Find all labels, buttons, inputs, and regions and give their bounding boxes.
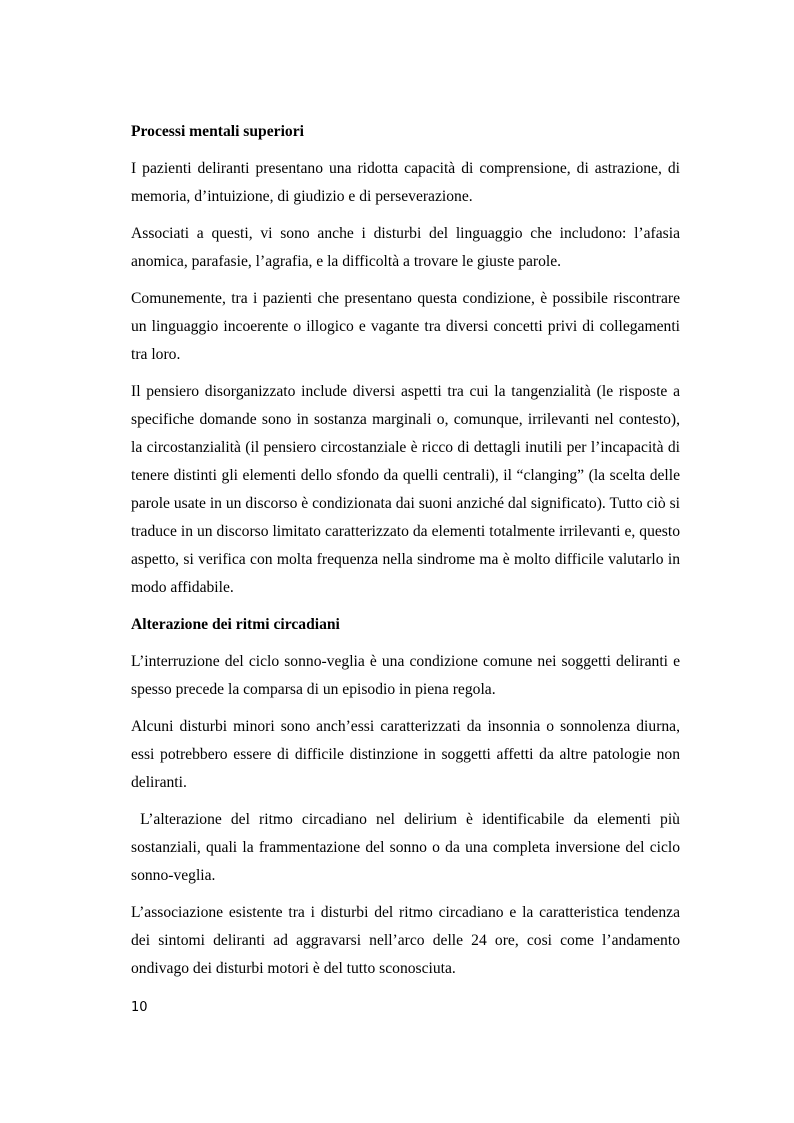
section-heading-processi-mentali: Processi mentali superiori [131,123,304,140]
page-number: 10 [131,1000,148,1015]
paragraph: I pazienti deliranti presentano una ridotta capacità di comprensione, di astrazione, di memoria, d’intuizione, di giudizio e di perseverazione. [131,160,680,205]
paragraph: L’interruzione del ciclo sonno-veglia è una condizione comune nei soggetti deliranti e spesso precede la comparsa di un episodio in piena regola. [131,653,680,698]
paragraph: Il pensiero disorganizzato include diversi aspetti tra cui la tangenzialità (le risposte a specifiche domande sono in sostanza marginali o, comunque, irrilevanti nel contesto), la circostanzialità (il pensiero circostanziale è ricco di dettagli inutili per l’incapacità di tenere distinti gli elementi dello sfondo da quelli centrali), il “clanging” (la scelta delle parole usate in un discorso è condizionata dai suoni anziché dal significato). Tutto ciò si traduce in un discorso limitato caratterizzato da elementi totalmente irrilevanti e, questo aspetto, si verifica con molta frequenza nella sindrome ma è molto difficile valutarlo in modo affidabile. [131,383,680,596]
document-page [131,118,684,992]
paragraph: Alcuni disturbi minori sono anch’essi caratterizzati da insonnia o sonnolenza diurna, essi potrebbero essere di difficile distinzione in soggetti affetti da altre patologie non deliranti. [131,718,680,791]
paragraph: L’associazione esistente tra i disturbi del ritmo circadiano e la caratteristica tendenza dei sintomi deliranti ad aggravarsi nell’arco delle 24 ore, cosi come l’andamento ondivago dei disturbi motori è del tutto sconosciuta. [131,904,680,977]
paragraph: L’alterazione del ritmo circadiano nel delirium è identificabile da elementi più sostanziali, quali la frammentazione del sonno o da una completa inversione del ciclo sonno-veglia. [131,811,684,884]
paragraph: Associati a questi, vi sono anche i disturbi del linguaggio che includono: l’afasia anomica, parafasie, l’agrafia, e la difficoltà a trovare le giuste parole. [131,225,680,270]
section-heading-ritmi-circadiani: Alterazione dei ritmi circadiani [131,616,340,633]
paragraph: Comunemente, tra i pazienti che presentano questa condizione, è possibile riscontrare un linguaggio incoerente o illogico e vagante tra diversi concetti privi di collegamenti tra loro. [131,290,680,363]
